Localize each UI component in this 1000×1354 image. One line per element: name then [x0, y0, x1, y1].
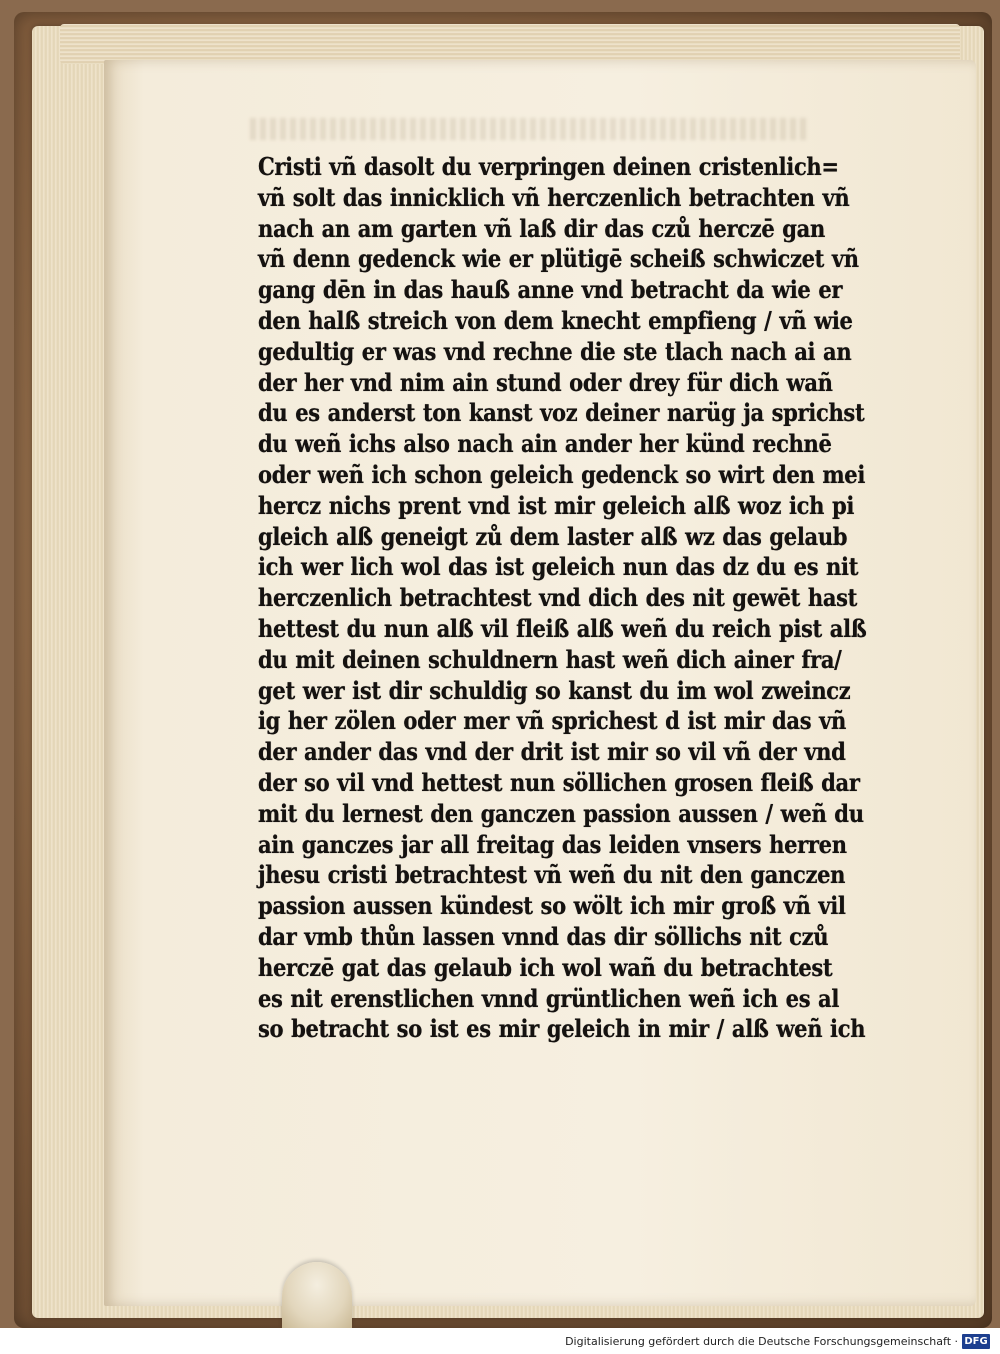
text-line: jhesu cristi betrachtest vñ weñ du nit den ganczen: [258, 860, 846, 890]
text-line: du mit deinen schuldnern hast weñ dich ainer fra/: [258, 644, 842, 674]
text-line: es nit erenstlichen vnnd grüntlichen weñ ich es al: [258, 983, 840, 1013]
text-line: der her vnd nim ain stund oder drey für dich wañ: [258, 367, 833, 397]
text-line: gleich alß geneigt zů dem laster alß wz das gelaub: [258, 521, 848, 551]
footer-bar: [0, 1328, 1000, 1354]
text-line: vñ denn gedenck wie er plütigē scheiß schwiczet vñ: [258, 244, 859, 274]
page-edges-top: [60, 24, 960, 64]
text-line: gedultig er was vnd rechne die ste tlach nach ai an: [258, 336, 852, 366]
show-through-text: [250, 118, 810, 140]
text-line: dar vmb thůn lassen vnnd das dir söllichs nit czů: [258, 921, 829, 951]
text-line: gang dēn in das hauß anne vnd betracht da wie er: [258, 275, 843, 305]
text-line: mit du lernest den ganczen passion aussen / weñ du: [258, 798, 864, 828]
text-line: ain ganczes jar all freitag das leiden vnsers herren: [258, 829, 847, 859]
text-line: der so vil vnd hettest nun söllichen grosen fleiß dar: [258, 767, 860, 797]
text-line: herczē gat das gelaub ich wol wañ du betrachtest: [258, 952, 833, 982]
dfg-logo[interactable]: DFG: [962, 1334, 990, 1349]
text-line: get wer ist dir schuldig so kanst du im wol zweincz: [258, 675, 851, 705]
text-line: oder weñ ich schon geleich gedenck so wirt den mei: [258, 459, 866, 489]
page-clip: [282, 1262, 352, 1328]
text-line: ich wer lich wol das ist geleich nun das dz du es nit: [258, 552, 859, 582]
page-text: [258, 152, 898, 1045]
text-line: Cristi vñ dasolt du verpringen deinen cristenlich=: [258, 152, 839, 181]
text-line: du weñ ichs also nach ain ander her künd rechnē: [258, 429, 832, 459]
text-line: passion aussen kündest so wölt ich mir groß vñ vil: [258, 891, 846, 921]
text-line: hercz nichs prent vnd ist mir geleich alß woz ich pi: [258, 490, 855, 520]
text-line: hettest du nun alß vil fleiß alß weñ du reich pist alß: [258, 613, 867, 643]
text-line: ig her zölen oder mer vñ sprichest d ist mir das vñ: [258, 706, 846, 736]
text-line: nach an am garten vñ laß dir das czů herczē gan: [258, 213, 825, 243]
text-line: herczenlich betrachtest vnd dich des nit gewēt hast: [258, 583, 858, 613]
text-line: so betracht so ist es mir geleich in mir / alß weñ ich: [258, 1014, 866, 1044]
text-line: den halß streich von dem knecht empfieng / vñ wie: [258, 305, 853, 335]
text-line: du es anderst ton kanst voz deiner narüg ja sprichst: [258, 398, 865, 428]
text-line: der ander das vnd der drit ist mir so vil vñ der vnd: [258, 737, 846, 767]
funding-credit: Digitalisierung gefördert durch die Deutsche Forschungsgemeinschaft ·: [565, 1335, 958, 1348]
text-line: vñ solt das innicklich vñ herczenlich betrachten vñ: [258, 182, 850, 212]
